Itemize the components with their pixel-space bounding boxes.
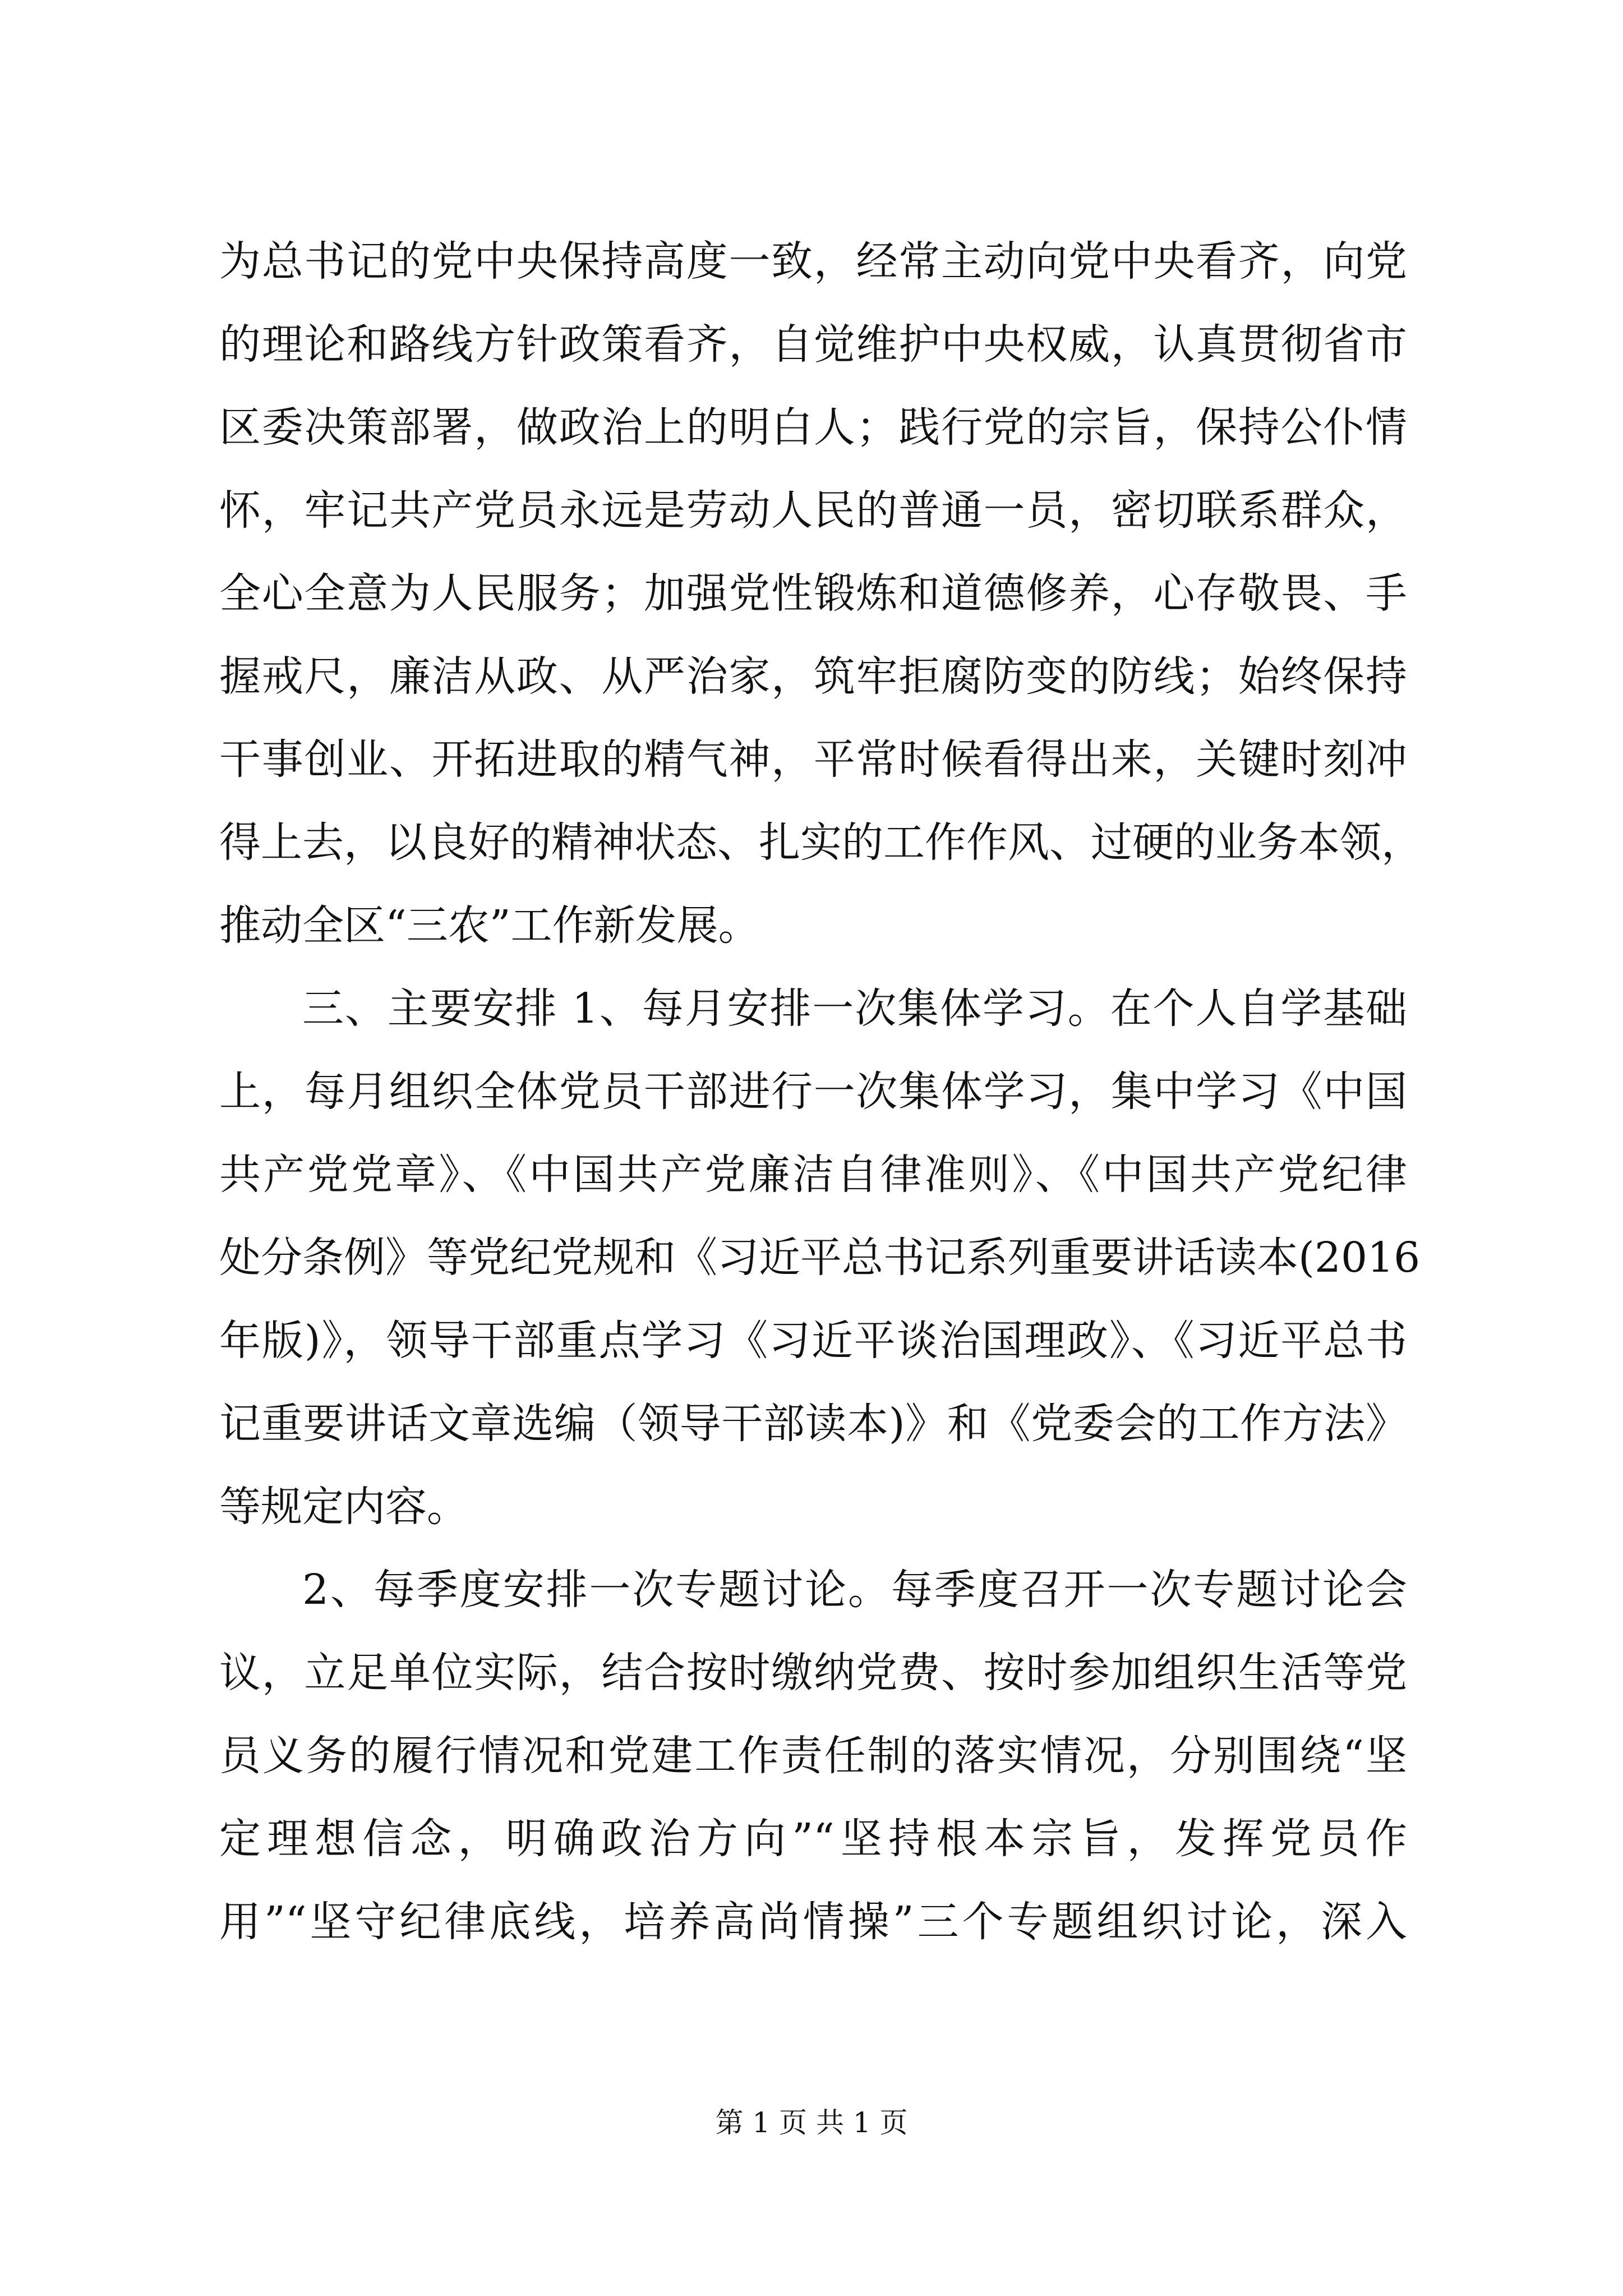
text-line: 等规定内容。 <box>219 1483 468 1531</box>
text-line: 处分条例》等党纪党规和《习近平总书记系列重要讲话读本(2016 <box>219 1234 1421 1282</box>
text-line: 怀，牢记共产党员永远是劳动人民的普通一员，密切联系群众， <box>219 486 1407 535</box>
text-line: 上，每月组织全体党员干部进行一次集体学习，集中学习《中国 <box>219 1068 1407 1116</box>
text-line: 握戒尺，廉洁从政、从严治家，筑牢拒腐防变的防线；始终保持 <box>219 652 1407 701</box>
document-body <box>219 220 1423 1963</box>
text-line: 推动全区“三农”工作新发展。 <box>219 901 760 950</box>
page-footer: 第 1 页 共 1 页 <box>715 2106 908 2139</box>
text-line: 2、每季度安排一次专题讨论。每季度召开一次专题讨论会 <box>302 1566 1407 1614</box>
text-line: 全心全意为人民服务；加强党性锻炼和道德修养，心存敬畏、手 <box>219 569 1407 618</box>
text-line: 员义务的履行情况和党建工作责任制的落实情况，分别围绕“坚 <box>219 1732 1407 1780</box>
text-line: 议，立足单位实际，结合按时缴纳党费、按时参加组织生活等党 <box>219 1649 1407 1697</box>
text-line: 年版)》，领导干部重点学习《习近平谈治国理政》、《习近平总书 <box>219 1317 1407 1365</box>
text-line: 三、主要安排 1、每月安排一次集体学习。在个人自学基础 <box>302 984 1407 1033</box>
text-line: 干事创业、开拓进取的精气神，平常时候看得出来，关键时刻冲 <box>219 735 1407 784</box>
text-line: 区委决策部署，做政治上的明白人；践行党的宗旨，保持公仆情 <box>219 403 1407 452</box>
text-line: 用”“坚守纪律底线，培养高尚情操”三个专题组织讨论，深入 <box>219 1898 1407 1946</box>
text-line: 得上去，以良好的精神状态、扎实的工作作风、过硬的业务本领， <box>219 818 1423 867</box>
text-line: 的理论和路线方针政策看齐，自觉维护中央权威，认真贯彻省市 <box>219 320 1407 369</box>
text-line: 定理想信念，明确政治方向”“坚持根本宗旨，发挥党员作 <box>219 1815 1407 1863</box>
text-line: 为总书记的党中央保持高度一致，经常主动向党中央看齐，向党 <box>219 237 1407 286</box>
text-line: 记重要讲话文章选编（领导干部读本)》和《党委会的工作方法》 <box>219 1400 1407 1448</box>
text-line: 共产党党章》、《中国共产党廉洁自律准则》、《中国共产党纪律 <box>219 1151 1407 1199</box>
